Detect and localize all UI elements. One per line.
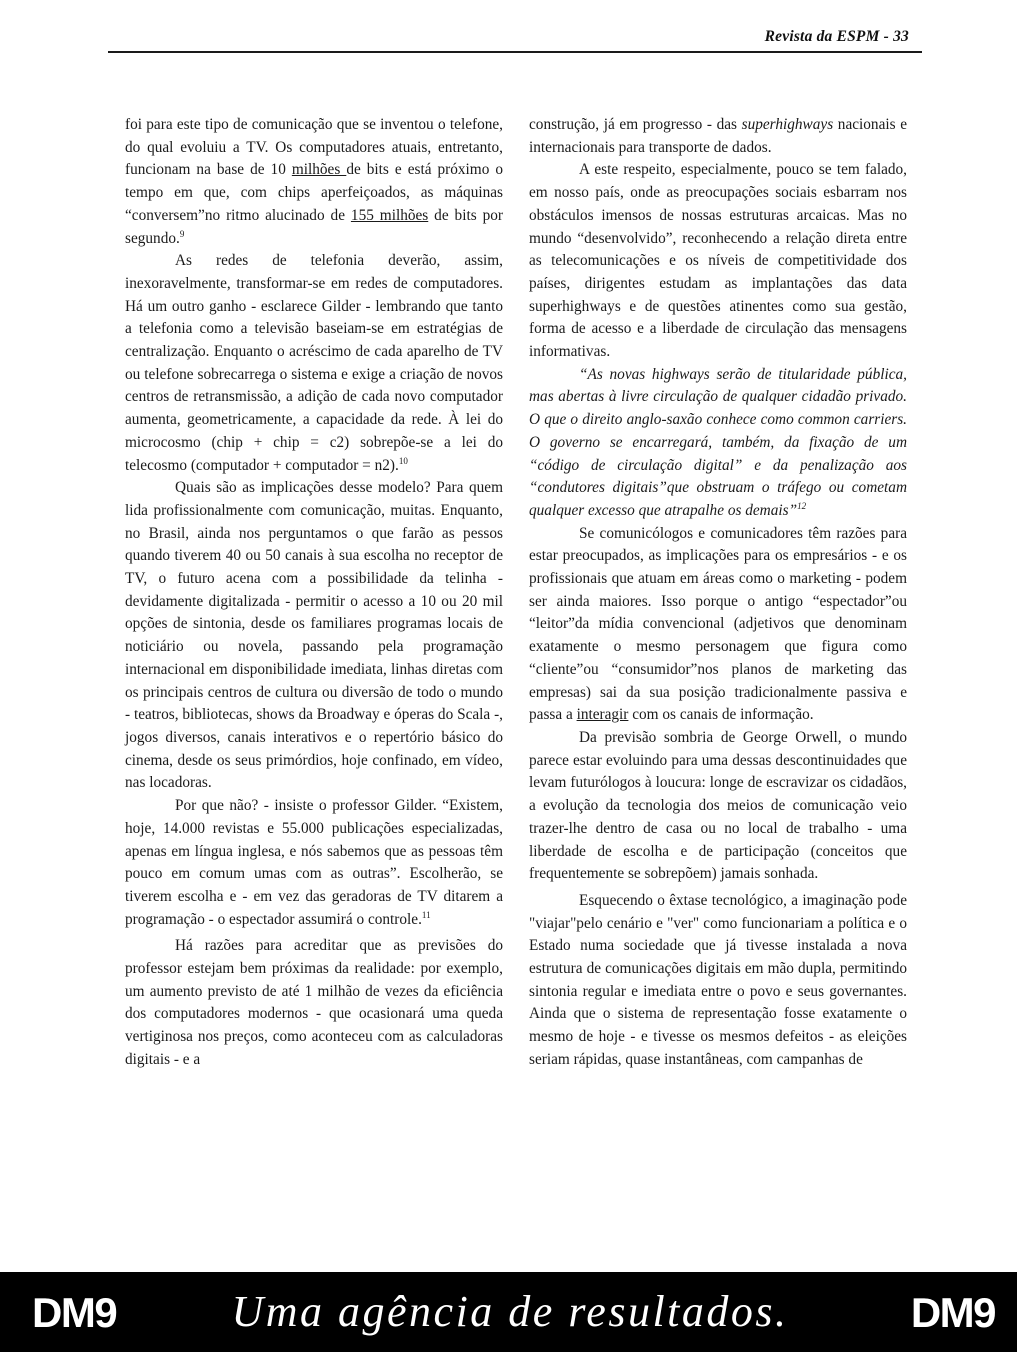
text-run: de bits por segundo.: [125, 206, 503, 247]
italic-text: superhighways: [741, 116, 834, 133]
underlined-text: 155 milhões: [350, 206, 429, 224]
text-run: foi para este tipo de comunicação que se inventou o telefone, do qual evoluiu a TV. Os computadores atuais, entretanto, funcionam na base de 10: [125, 116, 503, 179]
paragraph: [529, 523, 907, 727]
dm9-logo-right: DM9: [910, 1289, 995, 1336]
header-rule: [108, 51, 922, 53]
footnote-ref: 9: [179, 228, 185, 239]
text-run: Por que não? - insiste o professor Gilder. “Existem, hoje, 14.000 revistas e 55.000 publicações especializadas, apenas em língua inglesa, e nós sabemos que as pessoas têm pouco em comum umas com as outras”. Escolherão, se tiverem escolha e - em vez das geradoras de TV ditarem a programação - o espectador assumirá o controle.: [125, 797, 503, 928]
text-run: nacionais e internacionais para transporte de dados.: [529, 116, 907, 156]
paragraph: [125, 250, 503, 477]
paragraph: [529, 114, 907, 159]
paragraph: Há razões para acreditar que as previsões do professor estejam bem próximas da realidade: por exemplo, um aumento previsto de até 1 milhão de vezes da eficiência dos computadores modernos - que ocasionará uma queda vertiginosa nos preços, como aconteceu com as calculadoras digitais - e a: [125, 937, 503, 1068]
quote-text: “As novas highways serão de titularidade pública, mas abertas à livre circulação de qualquer cidadão privado. O que o direito anglo-saxão conhece como common carriers. O governo se encarregará, também, da fixação de um “código de circulação digital” e da penalização aos “condutores digitais”que obstruam o tráfego ou cometam qualquer excesso que atrapalhe os demais”: [529, 365, 907, 519]
footnote-ref: 11: [421, 909, 431, 920]
footnote-ref: 10: [398, 455, 408, 466]
paragraph: Da previsão sombria de George Orwell, o mundo parece estar evoluindo para uma dessas descontinuidades que levam futurólogos à loucura: longe de escravizar os cidadãos, a evolução da tecnologia dos meios de comunicação veio trazer-lhe dentro de casa ou no local de trabalho - uma liberdade de escolha e de participação (conceitos que frequentemente se sobrepõem) jamais sonhada.: [529, 728, 907, 883]
ad-slogan: Uma agência de resultados.: [231, 1287, 789, 1336]
block-quote: [529, 364, 907, 523]
text-run: As redes de telefonia deverão, assim, inexoravelmente, transformar-se em redes de computadores. Há um outro ganho - esclarece Gilder - lembrando que tanto a telefonia como a televisão baseiam-se em estratégias de centralização. Enquanto o acréscimo de cada aparelho de TV ou telefone sobrecarrega o sistema e exige a criação de novos centros de retransmissão, a adição de cada novo computador aumenta, geometricamente, a capacidade da rede. À lei do microcosmo (chip + chip = c2) sobrepõe-se a lei do telecosmo (computador + computador = n2).: [125, 252, 503, 474]
paragraph: A este respeito, especialmente, pouco se tem falado, em nosso país, onde as preocupações sociais esbarram nos obstáculos imensos de nossas estruturas arcaicas. Mas no mundo “desenvolvido”, reconhecendo a relação direta entre as telecomunicações e os níveis de competitividade dos países, dirigentes estudam as implantações das data superhighways e de questões atinentes como sua gestão, forma de acesso e a liberdade de circulação das mensagens informativas.: [529, 161, 907, 361]
left-column: [125, 114, 503, 1072]
right-column: [529, 114, 907, 1072]
text-run: com os canais de informação.: [628, 706, 814, 724]
paragraph: Quais são as implicações desse modelo? Para quem lida profissionalmente com comunicação, muitas. Enquanto, no Brasil, ainda nos perguntamos o que farão as pessos quando tiverem 40 ou 50 canais à sua escolha no receptor de TV, o futuro acena com a possibilidade da telinha - devidamente digitalizada - permitir o acesso a 10 ou 20 mil opções de sintonia, desde os familiares programas locais de noticiário ou novela, passando pela programação internacional em disponibilidade imediata, linhas diretas com os principais centros de cultura ou diversão de todo o mundo - teatros, bibliotecas, shows da Broadway e óperas do Scala -, jogos diversos, canais interativos e o repertório básico do cinema, desde os seus primórdios, hoje confinado, em vídeo, nas locadoras.: [125, 479, 503, 792]
text-run: construção, já em progresso - das: [529, 116, 742, 133]
footnote-ref: 12: [797, 500, 807, 511]
paragraph: [125, 114, 503, 250]
dm9-logo-left: DM9: [32, 1289, 117, 1336]
paragraph: Esquecendo o êxtase tecnológico, a imaginação pode "viajar"pelo cenário e "ver" como funcionariam a política e o Estado numa sociedade que já tivesse instalada a nova estrutura de comunicações digitais em mão dupla, permitindo sintonia regular e imediata entre o povo e seus governantes. Ainda que o sistema de representação fosse exatamente o mesmo de hoje - e tivesse os mesmos defeitos - as eleições seriam rápidas, quase instantâneas, com campanhas de: [529, 891, 907, 1068]
underlined-text: interagir: [576, 706, 629, 724]
running-header: Revista da ESPM - 33: [764, 28, 909, 45]
footer-advertisement: [0, 1272, 1017, 1352]
paragraph: [125, 795, 503, 931]
text-run: Se comunicólogos e comunicadores têm razões para estar preocupados, as implicações para os empresários - e os profissionais que atuam em áreas como o marketing - podem ser ainda maiores. Isso porque o antigo “espectador”ou “leitor”da mídia convencional (adjetivos que denominam exatamente o mesmo personagem que figura como “cliente”ou “consumidor”nos planos de marketing das empresas) sai da sua posição tradicionalmente passiva e passa a: [529, 524, 907, 724]
text-run: de bits e está próximo o tempo em que, com chips aperfeiçoados, as máquinas “conversem”no ritmo alucinado de: [125, 161, 504, 224]
underlined-text: milhões: [291, 161, 347, 179]
